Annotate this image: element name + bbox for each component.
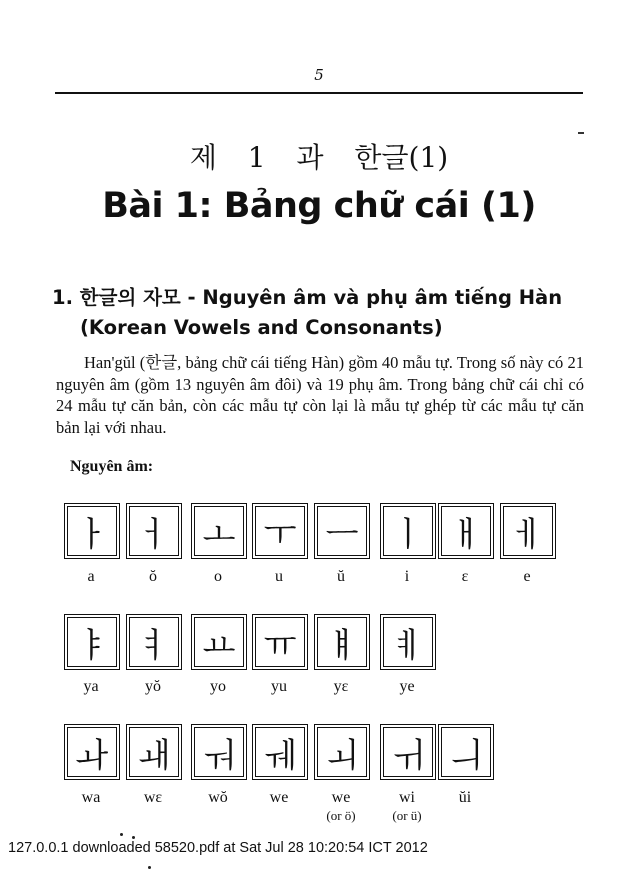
vowel-jamo: ㅒ: [325, 625, 359, 666]
vowel-box: [252, 614, 308, 670]
vowel-romanization: wi: [399, 789, 415, 806]
vowel-romanization: u: [275, 568, 283, 585]
scan-speck: [120, 833, 123, 836]
vowel-romanization: ye: [399, 678, 415, 695]
vowel-romanization: ŏ: [149, 568, 157, 585]
vowel-box: [64, 724, 120, 780]
vowel-romanization: we: [269, 789, 289, 806]
section-heading: [52, 283, 612, 343]
vowel-romanization: ŭi: [458, 789, 472, 806]
section-heading-line1: 1. 한글의 자모 - Nguyên âm và phụ âm tiếng Hàn: [52, 286, 563, 309]
vowel-romanization: ya: [83, 678, 99, 695]
vowel-romanization: yŏ: [145, 678, 161, 695]
vowel-box: [438, 724, 494, 780]
vowel-jamo: ㅠ: [263, 625, 297, 666]
vowel-jamo: ㅑ: [75, 625, 109, 666]
vowel-romanization: i: [404, 568, 410, 585]
vowel-box: [380, 503, 436, 559]
header-rule: [55, 92, 583, 94]
vowel-box: [191, 614, 247, 670]
lesson-title-korean: 제 1 과 한글(1): [189, 141, 449, 174]
vowel-jamo: ㅘ: [75, 735, 109, 776]
vowel-jamo: ㅕ: [137, 625, 171, 666]
vowel-box: [126, 503, 182, 559]
vowels-label: Nguyên âm:: [70, 458, 154, 475]
vowel-romanization: a: [87, 568, 95, 585]
vowel-box: [252, 503, 308, 559]
download-footer: 127.0.0.1 downloaded 58520.pdf at Sat Jul 28 10:20:54 ICT 2012: [8, 840, 428, 856]
vowel-jamo: ㅡ: [325, 514, 359, 555]
vowel-romanization: we: [331, 789, 351, 806]
vowel-jamo: ㅣ: [391, 514, 425, 555]
vowel-jamo: ㅚ: [325, 735, 359, 776]
vowel-box: [64, 614, 120, 670]
intro-paragraph: Han'gŭl (한글, bảng chữ cái tiếng Hàn) gồm 40 mẫu tự. Trong số này có 21 nguyên âm (gồm 13 nguyên âm đôi) và 19 phụ âm. Trong bảng chữ cái chỉ có 24 mẫu tự căn bản, còn các mẫu tự còn lại là mẫu tự ghép từ các mẫu tự căn bản lại với nhau.: [56, 353, 584, 437]
vowel-jamo: ㅐ: [449, 514, 483, 555]
vowel-jamo: ㅔ: [511, 514, 545, 555]
scan-mark: [578, 132, 584, 134]
vowel-jamo: ㅜ: [263, 514, 297, 555]
vowel-romanization-note: (or ö): [326, 808, 356, 823]
vowel-box: [314, 503, 370, 559]
vowel-romanization: ŭ: [337, 568, 345, 585]
vowel-box: [438, 503, 494, 559]
vowel-romanization: wŏ: [208, 789, 228, 806]
vowel-jamo: ㅞ: [263, 735, 297, 776]
vowel-box: [126, 614, 182, 670]
vowel-jamo: ㅛ: [202, 625, 236, 666]
vowel-jamo: ㅖ: [391, 625, 425, 666]
vowel-box: [126, 724, 182, 780]
section-heading-line2: (Korean Vowels and Consonants): [80, 316, 443, 339]
vowel-box: [64, 503, 120, 559]
vowel-box: [191, 503, 247, 559]
vowel-romanization: wa: [81, 789, 101, 806]
vowel-jamo: ㅟ: [391, 735, 425, 776]
vowel-romanization: e: [523, 568, 531, 585]
vowel-romanization-note: (or ü): [392, 808, 422, 823]
vowel-box: [314, 724, 370, 780]
vowel-jamo: ㅏ: [75, 514, 109, 555]
vowel-box: [252, 724, 308, 780]
vowel-jamo: ㅙ: [137, 735, 171, 776]
vowel-box: [500, 503, 556, 559]
vowel-box: [191, 724, 247, 780]
vowel-romanization: wɛ: [143, 789, 163, 806]
vowel-box: [314, 614, 370, 670]
vowel-jamo: ㅢ: [449, 735, 483, 776]
vowel-romanization: ɛ: [461, 568, 469, 585]
vowel-romanization: o: [214, 568, 222, 585]
vowel-jamo: ㅗ: [202, 514, 236, 555]
vowel-romanization: yu: [271, 678, 287, 695]
scan-speck: [148, 866, 151, 869]
lesson-title-vietnamese: Bài 1: Bảng chữ cái (1): [102, 186, 536, 226]
vowel-box: [380, 724, 436, 780]
vowel-jamo: ㅓ: [137, 514, 171, 555]
vowel-jamo: ㅝ: [202, 735, 236, 776]
vowel-box: [380, 614, 436, 670]
scan-speck: [132, 836, 135, 839]
page-number: 5: [314, 66, 324, 84]
vowel-romanization: yo: [210, 678, 226, 695]
vowel-romanization: yɛ: [333, 678, 349, 695]
